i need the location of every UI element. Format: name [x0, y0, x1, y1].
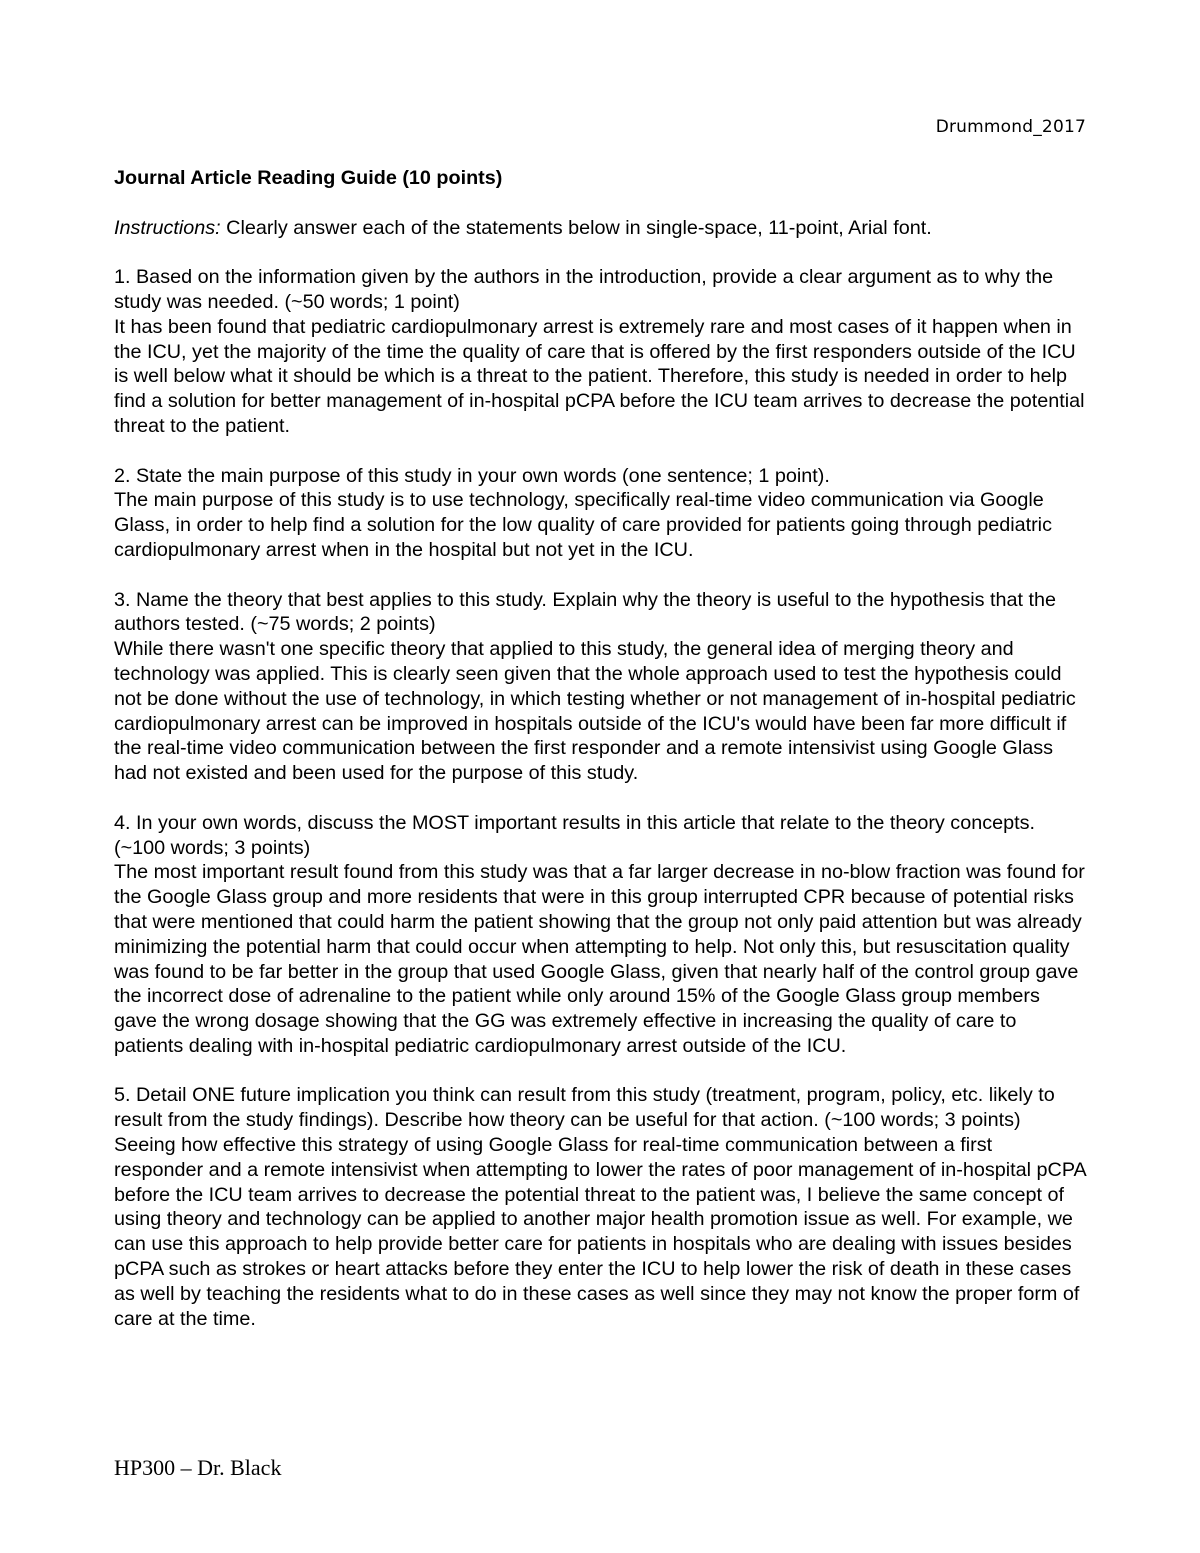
question-answer: Seeing how effective this strategy of using Google Glass for real-time communication between a first responder and a remote intensivist when attempting to lower the rates of poor management of in-hospital pCPA before the ICU team arrives to decrease the potential threat to the patient was, I believe the same concept of using theory and technology can be applied to another major health promotion issue as well. For example, we can use this approach to help provide better care for patients in hospitals who are dealing with issues besides pCPA such as strokes or heart attacks before they enter the ICU to help lower the risk of death in these cases as well by teaching the residents what to do in these cases as well since they may not know the proper form of care at the time.	[114, 1134, 1086, 1330]
document-body	[114, 166, 1086, 1356]
question-block-3	[114, 588, 1086, 786]
question-block-5	[114, 1083, 1086, 1331]
document-id-header: Drummond_2017	[935, 117, 1086, 137]
instructions-text: Clearly answer each of the statements below in single-space, 11-point, Arial font.	[220, 216, 932, 239]
question-answer: The most important result found from this study was that a far larger decrease in no-blow fraction was found for the Google Glass group and more residents that were in this group interrupted CPR because of potential risks that were mentioned that could harm the patient showing that the group not only paid attention but was already minimizing the potential harm that could occur when attempting to help. Not only this, but resuscitation quality was found to be far better in the group that used Google Glass, given that nearly half of the control group gave the incorrect dose of adrenaline to the patient while only around 15% of the Google Glass group members gave the wrong dosage showing that the GG was extremely effective in increasing the quality of care to patients dealing with in-hospital pediatric cardiopulmonary arrest outside of the ICU.	[114, 861, 1085, 1057]
question-prompt: 3. Name the theory that best applies to this study. Explain why the theory is useful to the hypothesis that the authors tested. (~75 words; 2 points)	[114, 588, 1056, 636]
question-answer: While there wasn't one specific theory that applied to this study, the general idea of merging theory and technology was applied. This is clearly seen given that the whole approach used to test the hypothesis could not be done without the use of technology, in which testing whether or not management of in-hospital pediatric cardiopulmonary arrest can be improved in hospitals outside of the ICU's would have been far more difficult if the real-time video communication between the first responder and a remote intensivist using Google Glass had not existed and been used for the purpose of this study.	[114, 638, 1076, 785]
question-prompt: 1. Based on the information given by the authors in the introduction, provide a clear argument as to why the study was needed. (~50 words; 1 point)	[114, 266, 1054, 313]
page-title: Journal Article Reading Guide (10 points)	[114, 167, 503, 189]
question-answer: It has been found that pediatric cardiopulmonary arrest is extremely rare and most cases of it happen when in the ICU, yet the majority of the time the quality of care that is offered by the first responders outside of the ICU is well below what it should be which is a threat to the patient. Therefore, this study is needed in order to help find a solution for better management of in-hospital pCPA before the ICU team arrives to decrease the potential threat to the patient.	[114, 315, 1085, 437]
question-prompt: 4. In your own words, discuss the MOST important results in this article that relate to the theory concepts. (~100 words; 3 points)	[114, 811, 1035, 859]
question-prompt: 5. Detail ONE future implication you think can result from this study (treatment, program, policy, etc. likely to result from the study findings). Describe how theory can be useful for that action. (~100 words; 3 points)	[114, 1084, 1055, 1132]
instructions-label: Instructions:	[114, 216, 221, 239]
instructions	[114, 216, 1086, 241]
course-footer: HP300 – Dr. Black	[114, 1455, 282, 1480]
question-answer: The main purpose of this study is to use technology, specifically real-time video communication via Google Glass, in order to help find a solution for the low quality of care provided for patients going through pediatric cardiopulmonary arrest when in the hospital but not yet in the ICU.	[114, 489, 1052, 561]
question-prompt: 2. State the main purpose of this study in your own words (one sentence; 1 point).	[114, 464, 830, 487]
question-block-1	[114, 265, 1086, 439]
question-block-4	[114, 811, 1086, 1059]
question-block-2	[114, 464, 1086, 563]
